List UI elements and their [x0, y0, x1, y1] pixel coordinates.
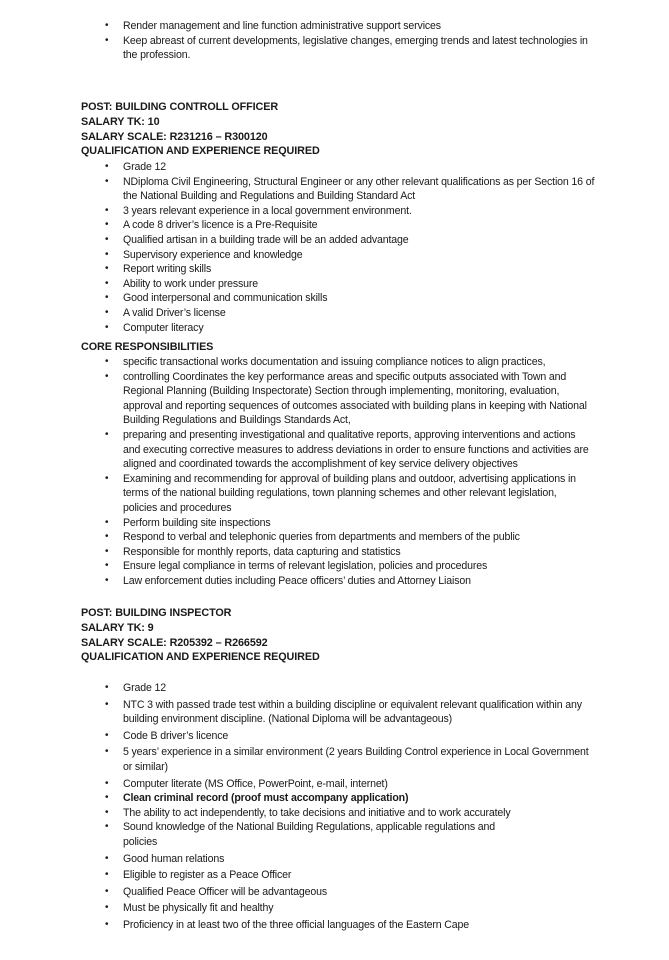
- list-item: • Computer literate (MS Office, PowerPoint, e-mail, internet): [105, 777, 388, 790]
- bullet-icon: •: [105, 370, 109, 382]
- bullet-icon: •: [105, 277, 109, 289]
- core-heading: CORE RESPONSIBILITIES: [81, 341, 214, 353]
- bullet-icon: •: [105, 175, 109, 187]
- bullet-icon: •: [105, 531, 109, 543]
- bullet-icon: •: [105, 233, 109, 245]
- bullet-icon: •: [105, 792, 109, 804]
- post1-qualifications-list: [105, 160, 599, 335]
- bullet-icon: •: [105, 777, 109, 789]
- post2-qualifications-list: [105, 681, 593, 933]
- salary-scale: SALARY SCALE: R231216 – R300120: [81, 130, 268, 143]
- bullet-icon: •: [105, 746, 109, 758]
- bullet-icon: •: [105, 902, 109, 914]
- salary-tk: SALARY TK: 10: [81, 115, 160, 128]
- bullet-icon: •: [105, 321, 109, 333]
- list-item: • Render management and line function administrative support services: [105, 20, 441, 32]
- list-item: • Sound knowledge of the National Building Regulations, applicable regulations and policies: [105, 821, 495, 848]
- qualification-heading: QUALIFICATION AND EXPERIENCE REQUIRED: [81, 145, 320, 158]
- bullet-icon: •: [105, 545, 109, 557]
- list-item: • Responsible for monthly reports, data capturing and statistics: [105, 545, 401, 558]
- core-responsibilities-header: [81, 340, 213, 355]
- list-item: • preparing and presenting investigational and qualitative reports, approving interventions and actions and executing corrective measures to address deviations in order to ensure functions and activities are aligned and coordinated towards the accomplishment of key service delivery objectives: [105, 428, 589, 471]
- bullet-icon: •: [105, 161, 109, 172]
- list-item: • Respond to verbal and telephonic queries from departments and members of the public: [105, 531, 520, 544]
- list-item: • Clean criminal record (proof must accompany application): [105, 792, 409, 805]
- list-item: • controlling Coordinates the key performance areas and specific outputs associated with Town and Regional Planning (Building Inspectorate) Section through implementing, monitoring, evaluation, approval and reporting sequences of outcomes associated with building plans in keeping with National Building Regulations and Buildings Standards Act,: [105, 370, 587, 427]
- bullet-icon: •: [105, 682, 109, 693]
- list-item: • Examining and recommending for approval of building plans and outdoor, advertising applications in terms of the national building regulations, town planning schemes and other relevant legislation, policies and procedures: [105, 472, 576, 514]
- list-item: • Computer literacy: [105, 321, 204, 334]
- bullet-icon: •: [105, 263, 109, 275]
- list-item: • A code 8 driver’s licence is a Pre-Requisite: [105, 219, 318, 232]
- bullet-icon: •: [105, 306, 109, 318]
- top-bullet-list: [105, 19, 601, 63]
- bullet-icon: •: [105, 885, 109, 897]
- list-item: • Keep abreast of current developments, legislative changes, emerging trends and latest technologies in the profession.: [105, 34, 588, 62]
- bullet-icon: •: [105, 248, 109, 260]
- bullet-icon: •: [105, 806, 109, 818]
- bullet-icon: •: [105, 698, 109, 710]
- bullet-icon: •: [105, 729, 109, 741]
- bullet-icon: •: [105, 292, 109, 304]
- list-item: • Grade 12: [105, 161, 166, 173]
- post2-header: [81, 606, 320, 665]
- post1-responsibilities-list: [105, 355, 593, 589]
- bullet-icon: •: [105, 852, 109, 864]
- list-item: • Proficiency in at least two of the three official languages of the Eastern Cape: [105, 918, 469, 931]
- list-item: • Law enforcement duties including Peace officers’ duties and Attorney Liaison: [105, 574, 471, 587]
- list-item: • Grade 12: [105, 682, 166, 694]
- bullet-icon: •: [105, 204, 109, 216]
- list-item: • A valid Driver’s license: [105, 306, 226, 319]
- list-item: • NDiploma Civil Engineering, Structural Engineer or any other relevant qualifications as per Section 16 of the National Building and Regulations and Building Standard Act: [105, 175, 595, 203]
- post1-header: [81, 100, 320, 159]
- salary-scale: SALARY SCALE: R205392 – R266592: [81, 636, 268, 649]
- list-item: • The ability to act independently, to take decisions and initiative and to work accurately: [105, 806, 511, 819]
- list-item: • Code B driver’s licence: [105, 729, 229, 742]
- bullet-icon: •: [105, 821, 109, 833]
- list-item: • Perform building site inspections: [105, 516, 271, 529]
- bullet-icon: •: [105, 428, 109, 440]
- list-item: • Qualified Peace Officer will be advantageous: [105, 885, 328, 898]
- list-item: • Ability to work under pressure: [105, 277, 259, 290]
- list-item: • Supervisory experience and knowledge: [105, 248, 303, 261]
- list-item: • 5 years’ experience in a similar environment (2 years Building Control experience in Local Government or similar): [105, 746, 589, 773]
- bullet-icon: •: [105, 918, 109, 930]
- bullet-icon: •: [105, 219, 109, 231]
- bullet-icon: •: [105, 356, 109, 367]
- salary-tk: SALARY TK: 9: [81, 621, 154, 634]
- list-item: • Qualified artisan in a building trade will be an added advantage: [105, 233, 409, 246]
- bullet-icon: •: [105, 574, 109, 586]
- list-item: • Report writing skills: [105, 263, 212, 276]
- bullet-icon: •: [105, 516, 109, 528]
- bullet-icon: •: [105, 20, 109, 31]
- bullet-icon: •: [105, 869, 109, 881]
- qualification-heading: QUALIFICATION AND EXPERIENCE REQUIRED: [81, 651, 320, 664]
- list-item: • Must be physically fit and healthy: [105, 902, 274, 915]
- list-item: • Good human relations: [105, 852, 225, 865]
- bullet-icon: •: [105, 560, 109, 572]
- post-title: POST: BUILDING INSPECTOR: [81, 607, 232, 619]
- list-item: • Good interpersonal and communication skills: [105, 292, 328, 305]
- post-title: POST: BUILDING CONTROLL OFFICER: [81, 101, 279, 113]
- bullet-icon: •: [105, 472, 109, 484]
- list-item: • 3 years relevant experience in a local government environment.: [105, 204, 412, 217]
- list-item: • Eligible to register as a Peace Officer: [105, 869, 292, 882]
- list-item: • specific transactional works documentation and issuing compliance notices to align practices,: [105, 356, 546, 368]
- bullet-icon: •: [105, 34, 109, 46]
- list-item: • NTC 3 with passed trade test within a building discipline or equivalent relevant qualification within any building environment discipline. (National Diploma will be advantageous): [105, 698, 582, 726]
- list-item: • Ensure legal compliance in terms of relevant legislation, policies and procedures: [105, 560, 488, 573]
